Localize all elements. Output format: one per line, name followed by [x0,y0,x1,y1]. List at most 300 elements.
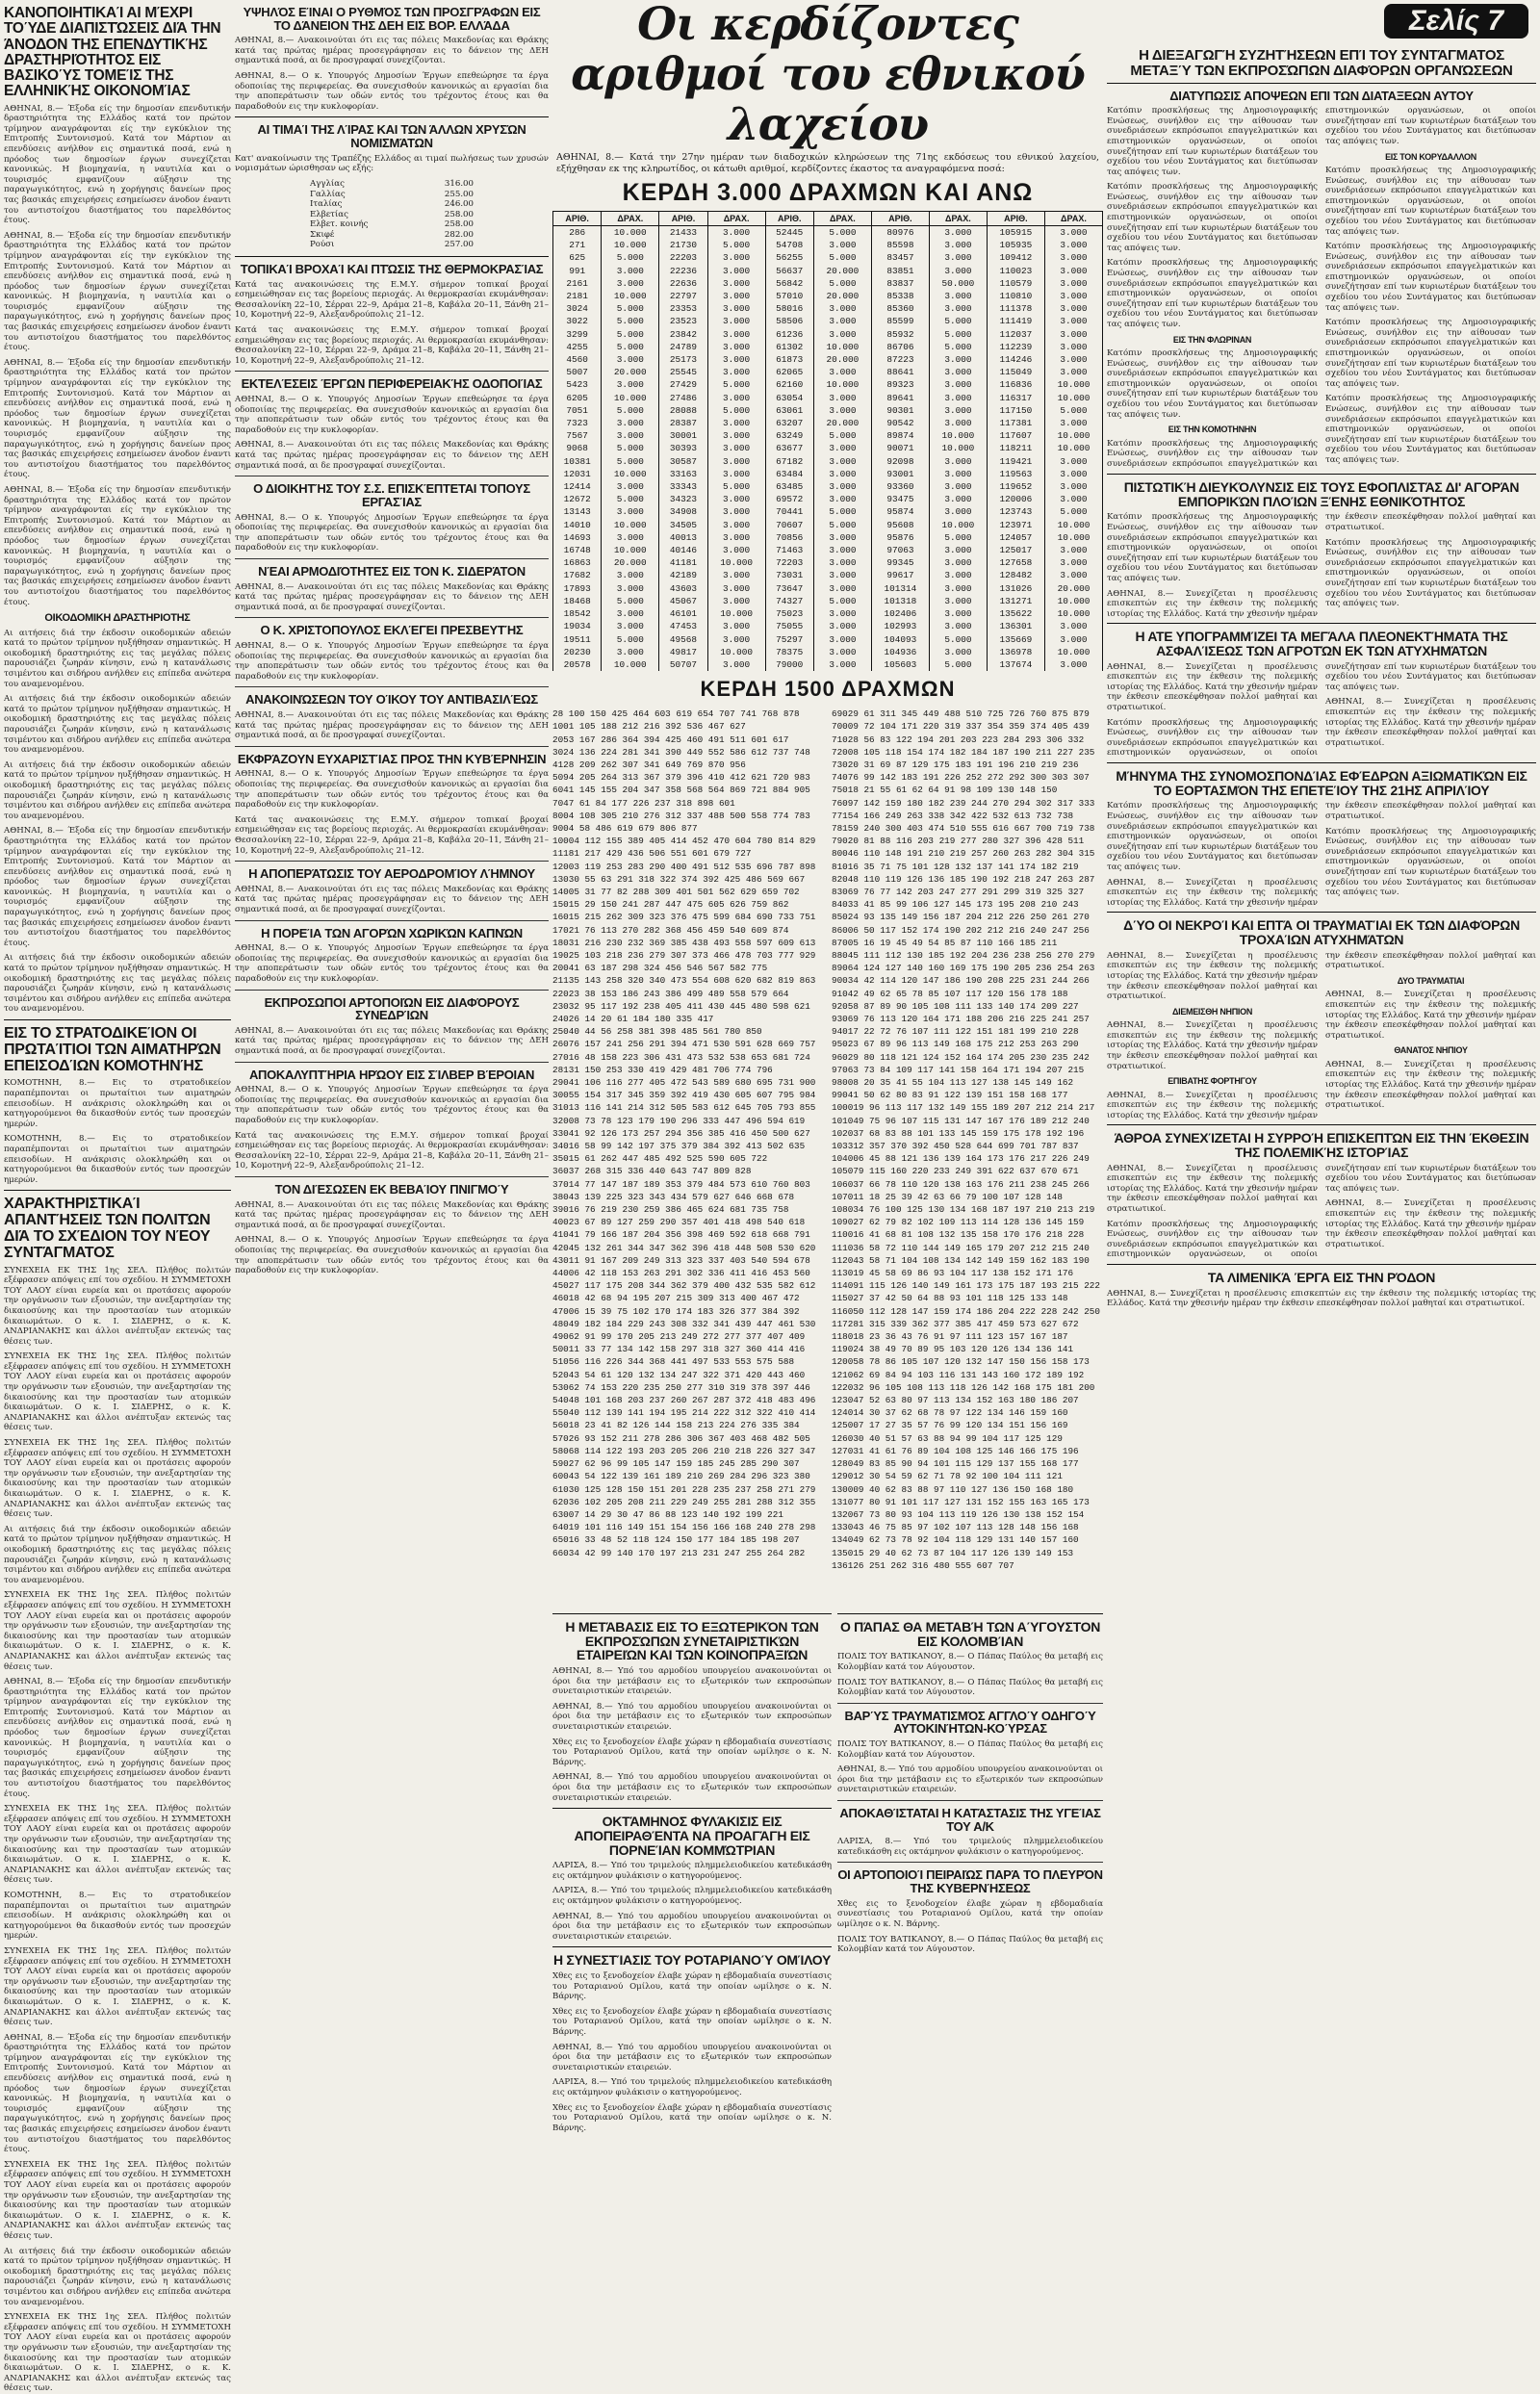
ticket-number: 90301 [871,404,929,417]
second-body-11: ΑΘΗΝΑΙ, 8.— Ο κ. Υπουργός Δημοσίων Έργων επεθεώρησε τα έργα οδοποιίας της περιφερείας. Θα συνεχισθούν κανονικώς αι εργασίαι δια την αποπεράτωσιν των οδών εντός του τρέχοντος έτους και θα παραδοθούν εις την κυκλοφορίαν. [235,943,549,984]
ticket-number: 45067 [659,595,707,607]
prize-amount: 3.000 [1044,480,1102,493]
right-subhead-5: ΔΙΕΜΕΙΣΘΗ ΝΗΠΙΟΝ [1171,1006,1253,1017]
ticket-number: 89641 [871,392,929,404]
second-headline-3: ΤΟΠΙΚΑΊ ΒΡΟΧΑΊ ΚΑΙ ΠΤΏΣΙΣ ΤΗΣ ΘΕΡΜΟΚΡΑΣΊΑΣ [240,262,544,277]
right-body-6c: ΑΘΗΝΑΙ, 8.— Συνεχίζεται η προσέλευσις επισκεπτών εις την έκθεσιν της πολεμικής ιστορίας της Ελλάδος. Κατά την χθεσινήν ημέραν την έκθεσιν επεσκέφθησαν πολλοί μαθηταί και στρατιωτικοί. [1325,1198,1537,1249]
prize-number-line: 30055 154 317 345 359 392 419 430 605 607 795 984 [552,1090,816,1101]
prize-number-line: 129012 30 54 59 62 71 78 92 100 104 111 121 [832,1471,1063,1482]
prize-number-line: 2053 167 286 364 394 425 460 491 511 601 617 [552,734,789,745]
left-body-3: ΚΟΜΟΤΗΝΗ, 8.— Εις το στρατοδικείον παραπέμπονται οι πρωταίτιοι των αιματηρών επεισοδίων. Η ανάκρισις ολοκληρώθη και οι κατηγορούμενοι θα δικασθούν εντός των προσεχών ημερών. [4,1078,231,1129]
ticket-number: 7567 [553,429,602,442]
winner-row [553,277,1103,290]
prize-number-line: 42045 132 261 344 347 362 396 418 448 508 530 620 [552,1242,816,1253]
prize-amount: 3.000 [813,239,871,251]
ticket-number: 54708 [765,239,813,251]
ticket-number: 56842 [765,277,813,290]
left-body-1: ΑΘΗΝΑΙ, 8.— Έξοδα είς την δημοσίαν επενδυτικήν δραστηριότητα της Ελλάδος κατά τον πρώτον τρίμηνον αναγράφονται είς την εγκύκλιον της Επιτροπής Συντονισμού. Κατά τον Μάρτιον αι επενδύσεις ανήλθον εις σημαντικά ποσά, ενώ η πρόοδος των δημοσίων έργων συνεχίζεται κανονικώς. Η βιομηχανία, η ναυτιλία και ο τουρισμός εμφανίζουν αύξησιν της παραγωγικότητος, ενώ η χορήγησις δανείων προς τας βασικάς επιχειρήσεις εσημείωσεν άνοδον έναντι του αντιστοίχου διαστήματος του παρελθόντος έτους. [4,103,231,226]
right-headline-1: Η ΔΙΕΞΑΓΩΓΉ ΣΥΖΗΤΉΣΕΩΝ ΕΠΊ ΤΟΥ ΣΥΝΤΆΓΜΑΤΟΣ ΜΕΤΑΞΎ ΤΩΝ ΕΚΠΡΟΣΏΠΩΝ ΔΙΑΦΌΡΩΝ ΟΡΓΑΝΏΣΕΩΝ [1130,47,1513,79]
prize-amount: 3.000 [707,366,765,378]
second-headline-6: ΝΈΑΙ ΑΡΜΟΔΙΌΤΗΤΕΣ ΕΙΣ ΤΟΝ Κ. ΣΙΔΕΡΆΤΟΝ [258,563,526,579]
prize-amount: 3.000 [929,646,987,658]
lottery-section [552,0,1103,1606]
winner-row [553,646,1103,658]
prize-number-line: 44006 42 118 153 263 291 302 336 411 416 453 560 [552,1268,810,1279]
ticket-number: 115049 [987,366,1044,378]
prize-amount: 3.000 [813,480,871,493]
bottom-center-right [837,1609,1103,2305]
prize-number-line: 71028 56 83 122 194 201 203 223 284 293 306 332 [832,734,1085,745]
divider [1107,912,1536,913]
second-headline-5: Ο ΔΙΟΙΚΗΤΉΣ ΤΟΥ Σ.Σ. ΕΠΙΣΚΈΠΤΕΤΑΙ ΤΌΠΟΥΣ ΕΡΓΑΣΊΑΣ [253,481,530,509]
prize-number-line: 43011 91 167 209 249 313 323 337 403 540 594 678 [552,1254,810,1266]
ticket-number: 50707 [659,658,707,671]
right-body-1b: Κατόπιν προσκλήσεως της Δημοσιογραφικής Ενώσεως, συνήλθον εις την αίθουσαν των συνεδριάσεων εκπρόσωποι επαγγελματικών και επιστημονικών οργανώσεων, οι οποίοι συνεζήτησαν επί των κυριωτέρων διατάξεων του σχεδίου του νέου Συντάγματος και διετύπωσαν τας απόψεις των. [1107,182,1318,253]
prize-number-line: 80046 110 148 191 210 219 257 260 263 282 304 315 [832,848,1095,860]
prize-amount: 3.000 [602,505,659,518]
ticket-number: 110023 [987,265,1044,277]
winner-row [553,480,1103,493]
bottom-body-1: ΑΘΗΝΑΙ, 8.— Υπό του αρμοδίου υπουργείου ανακοινούνται οι όροι δια την μετάβασιν εις το εξωτερικόν των εκπροσώπων συνεταιριστικών εταιρειών. [552,1666,832,1697]
prize-amount: 3.000 [929,468,987,480]
prize-amount: 10.000 [707,556,765,569]
ticket-number: 118211 [987,442,1044,454]
prize-number-line: 94017 22 72 76 107 111 122 151 181 199 210 228 [832,1026,1079,1038]
prize-number-line: 11181 217 429 436 506 551 601 679 727 [552,848,752,860]
right-subhead-3: ΕΙΣ ΤΗΝ ΚΟΜΟΤΗΝΗΝ [1168,425,1257,435]
small-prizes-left [552,708,826,1559]
bottom-body-1b: ΑΘΗΝΑΙ, 8.— Υπό του αρμοδίου υπουργείου ανακοινούνται οι όροι δια την μετάβασιν εις το εξωτερικόν των εκπροσώπων συνεταιριστικών εταιρειών. [552,1701,832,1733]
ticket-number: 56637 [765,265,813,277]
ticket-number: 112037 [987,328,1044,341]
prize-amount: 3.000 [929,505,987,518]
prize-amount: 5.000 [813,519,871,531]
winner-row [553,633,1103,646]
prize-number-line: 96029 80 118 121 124 152 164 174 205 230 235 242 [832,1051,1090,1063]
ticket-number: 625 [553,251,602,264]
right-article-4-columns [1107,801,1536,908]
ticket-number: 40146 [659,544,707,556]
prize-number-line: 16015 215 262 309 323 376 475 599 684 690 733 751 [552,912,816,923]
ticket-number: 42189 [659,569,707,581]
prize-amount: 3.000 [929,366,987,378]
divider [235,1176,549,1177]
second-headline-10: Η ΑΠΟΠΕΡΆΤΩΣΙΣ ΤΟΥ ΑΕΡΟΔΡΟΜΊΟΥ ΛΉΜΝΟΥ [248,866,535,882]
bottom-body-3c: ΑΘΗΝΑΙ, 8.— Υπό του αρμοδίου υπουργείου ανακοινούνται οι όροι δια την μετάβασιν εις το εξωτερικόν των εκπροσώπων συνεταιριστικών εταιρειών. [552,2042,832,2072]
ticket-number: 104093 [871,633,929,646]
right-body-6: ΑΘΗΝΑΙ, 8.— Συνεχίζεται η προσέλευσις επισκεπτών εις την έκθεσιν της πολεμικής ιστορίας της Ελλάδος. Κατά την χθεσινήν ημέραν την έκθεσιν επεσκέφθησαν πολλοί μαθηταί και στρατιωτικοί. [1107,1163,1319,1215]
prize-amount: 3.000 [929,251,987,264]
winner-row [553,353,1103,366]
prize-amount: 3.000 [813,468,871,480]
left-subhead-1: ΟΙΚΟΔΟΜΙΚΗ ΔΡΑΣΤΗΡΙΟΤΗΣ [44,612,191,625]
prize-number-line: 28 100 150 425 464 603 619 654 707 741 768 878 [552,708,800,720]
ticket-number: 22203 [659,251,707,264]
ticket-number: 135622 [987,607,1044,620]
prize-amount: 10.000 [602,468,659,480]
prize-number-line: 39016 76 219 230 259 386 465 624 681 735 758 [552,1204,789,1216]
small-prizes-right [832,708,1103,1572]
prize-number-line: 108034 76 100 125 130 134 168 187 197 210 213 219 [832,1204,1095,1216]
prize-number-line: 6041 145 155 204 347 358 568 564 869 721 884 905 [552,785,810,796]
right-body-7: ΑΘΗΝΑΙ, 8.— Συνεχίζεται η προσέλευσις επισκεπτών εις την έκθεσιν της πολεμικής ιστορίας της Ελλάδος. Κατά την χθεσινήν ημέραν την έκθεσιν επεσκέφθησαν πολλοί μαθηταί και στρατιωτικοί. [1107,1288,1536,1309]
ticket-number: 23353 [659,302,707,315]
ticket-number: 56255 [765,251,813,264]
bottom-headline-4: Ο ΠΆΠΑΣ ΘΑ ΜΕΤΑΒΉ ΤΩΝ ΑΎΓΟΥΣΤΟΝ ΕΙΣ ΚΟΛΟΜΒΊΑΝ [839,1619,1101,1649]
bottom-body-3b: Χθες εις το ξενοδοχείον έλαβε χώραν η εβδομαδιαία συνεστίασις του Ροταριανού Ομίλου, κατά την οποίαν ωμίλησε ο κ. Ν. Βάρνης. [552,2006,832,2038]
prize-number-line: 55040 112 139 141 194 195 214 222 312 322 410 414 [552,1407,816,1419]
prize-amount: 3.000 [929,302,987,315]
prize-number-line: 65016 33 48 52 118 124 150 177 184 185 198 207 [552,1534,800,1546]
page-masthead: Σελίς 7 [1384,4,1528,39]
right-body-5e: ΑΘΗΝΑΙ, 8.— Συνεχίζεται η προσέλευσις επισκεπτών εις την έκθεσιν της πολεμικής ιστορίας της Ελλάδος. Κατά την χθεσινήν ημέραν την έκθεσιν επεσκέφθησαν πολλοί μαθηταί και στρατιωτικοί. [1325,1059,1537,1111]
ticket-number: 99345 [871,556,929,569]
prize-amount: 5.000 [602,251,659,264]
prize-number-line: 128049 83 85 90 94 101 115 129 137 155 168 177 [832,1458,1079,1470]
prize-amount: 3.000 [602,429,659,442]
winner-row [553,519,1103,531]
prize-amount: 5.000 [929,341,987,353]
ticket-number: 19511 [553,633,602,646]
prize-number-line: 23032 95 117 192 238 405 411 430 445 480 598 621 [552,1000,810,1012]
right-headline-6: ΆΘΡΟΑ ΣΥΝΕΧΊΖΕΤΑΙ Η ΣΥΡΡΟΉ ΕΠΙΣΚΕΠΤΏΝ ΕΙΣ ΤΗΝ ΈΚΘΕΣΙΝ ΤΗΣ ΠΟΛΕΜΙΚΉΣ ΙΣΤΟΡΊΑΣ [1114,1130,1529,1160]
ticket-number: 3299 [553,328,602,341]
bottom-body-7b: ΠΟΛΙΣ ΤΟΥ ΒΑΤΙΚΑΝΟΥ, 8.— Ο Πάπας Παύλος θα μεταβή εις Κολομβίαν κατά τον Αύγουστον. [837,1934,1103,1955]
prize-number-line: 3024 136 224 281 341 390 449 552 586 612 737 748 [552,746,810,758]
ticket-number: 73031 [765,569,813,581]
coin-name: Ελβετ. κοινής [310,219,369,230]
left-body-2b: Αι αιτήσεις διά την έκδοσιν οικοδομικών αδειών κατά το πρώτον τρίμηνον ηυξήθησαν σημαντικώς. Η οικοδομική δραστηριότης εις τας μεγάλας πόλεις παρουσιάζει ζωηράν κίνησιν, ενώ η κατανάλωσις τσιμέντου και σιδήρου ανήλθεν εις επίπεδα ανώτερα του αναμενομένου. [4,694,231,756]
ticket-number: 85932 [871,328,929,341]
second-headline-14: ΤΟΝ ΔΙΈΣΩΣΕΝ ΕΚ ΒΕΒΑΊΟΥ ΠΝΙΓΜΟΎ [274,1182,509,1197]
ticket-number: 61236 [765,328,813,341]
bottom-headline-1: Η ΜΕΤΆΒΑΣΙΣ ΕΙΣ ΤΟ ΕΞΩΤΕΡΙΚΌΝ ΤΩΝ ΕΚΠΡΟΣΏΠΩΝ ΣΥΝΕΤΑΙΡΙΣΤΙΚΏΝ ΕΤΑΙΡΕΙΏΝ ΚΑΙ ΤΩΝ ΚΟΙΝΟΠΡΑΞΙΏΝ [565,1619,819,1663]
ticket-number: 116836 [987,378,1044,391]
prize-amount: 10.000 [1044,531,1102,544]
prize-number-line: 101049 75 96 107 115 131 147 167 176 189 212 240 [832,1115,1090,1126]
prize-amount: 3.000 [813,544,871,556]
prize-number-line: 58068 114 122 193 203 205 206 210 218 226 327 347 [552,1445,816,1456]
second-body-14: ΑΘΗΝΑΙ, 8.— Ανακοινούται ότι εις τας πόλεις Μακεδονίας και Θράκης κατά τας πρώτας ημέρας προσεγράφησαν εις το δάνειον της ΔΕΗ σημαντικά ποσά, αι δε προσγραφαί συνεχίζονται. [235,1199,549,1230]
ticket-number: 99617 [871,569,929,581]
ticket-number: 90071 [871,442,929,454]
ticket-number: 73647 [765,582,813,595]
prize-amount: 5.000 [1044,404,1102,417]
ticket-number: 125017 [987,544,1044,556]
ticket-number: 135669 [987,633,1044,646]
prize-amount: 3.000 [929,417,987,429]
right-body-1d: Κατόπιν προσκλήσεως της Δημοσιογραφικής Ενώσεως, συνήλθον εις την αίθουσαν των συνεδριάσεων εκπρόσωποι επαγγελματικών και επιστημονικών οργανώσεων, οι οποίοι συνεζήτησαν επί των κυριωτέρων διατάξεων του σχεδίου του νέου Συντάγματος και διετύπωσαν τας απόψεις των. [1107,348,1318,420]
prize-amount: 3.000 [707,302,765,315]
ticket-number: 136978 [987,646,1044,658]
ticket-number: 63207 [765,417,813,429]
ticket-number: 286 [553,226,602,240]
ticket-number: 47453 [659,620,707,632]
prize-number-line: 74076 99 142 183 191 226 252 272 292 300 303 307 [832,772,1090,784]
ticket-number: 83457 [871,251,929,264]
prize-amount: 3.000 [707,290,765,302]
ticket-number: 14693 [553,531,602,544]
ticket-number: 67182 [765,455,813,468]
prize-number-line: 95023 67 89 96 113 149 168 175 212 253 263 290 [832,1039,1079,1050]
prize-amount: 3.000 [929,353,987,366]
coin-row [310,210,474,220]
prize-amount: 10.000 [1044,519,1102,531]
ticket-number: 85360 [871,302,929,315]
prize-amount: 3.000 [1044,226,1102,240]
divider [235,861,549,862]
right-body-1g: Κατόπιν προσκλήσεως της Δημοσιογραφικής Ενώσεως, συνήλθον εις την αίθουσαν των συνεδριάσεων εκπρόσωποι επαγγελματικών και επιστημονικών οργανώσεων, οι οποίοι συνεζήτησαν επί των κυριωτέρων διατάξεων του σχεδίου του νέου Συντάγματος και διετύπωσαν τας απόψεις των. [1325,242,1536,313]
second-headline-11: Η ΠΟΡΕΊΑ ΤΩΝ ΑΓΟΡΏΝ ΧΩΡΙΚΏΝ ΚΑΠΝΏΝ [261,925,523,940]
ticket-number: 95874 [871,505,929,518]
second-headline-13: ΑΠΟΚΑΛΥΠΤΉΡΙΑ ΗΡΏΟΥ ΕΙΣ ΣΊΛΒΕΡ ΒΈΡΟΙΑΝ [248,1067,535,1082]
ticket-number: 24789 [659,341,707,353]
prize-amount: 3.000 [813,658,871,671]
prize-amount: 10.000 [602,392,659,404]
prize-amount: 3.000 [602,569,659,581]
prize-number-line: 15015 29 150 241 287 447 475 605 626 759 862 [552,899,789,911]
prize-amount: 5.000 [929,328,987,341]
ticket-number: 117150 [987,404,1044,417]
ticket-number: 131026 [987,582,1044,595]
prize-number-line: 64019 101 116 149 151 154 156 166 168 240 278 298 [552,1522,816,1533]
prize-number-line: 37014 77 147 187 189 353 379 484 573 610 760 803 [552,1178,810,1190]
lottery-section-1-title: ΚΕΡΔΗ 3.000 ΔΡΑΧΜΩΝ ΚΑΙ ΑΝΩ [622,179,1034,206]
ticket-number: 40013 [659,531,707,544]
prize-number-line: 51056 116 226 344 368 441 497 533 553 575 588 [552,1356,795,1368]
left-body-4l: Αι αιτήσεις διά την έκδοσιν οικοδομικών αδειών κατά το πρώτον τρίμηνον ηυξήθησαν σημαντικώς. Η οικοδομική δραστηριότης εις τας μεγάλας πόλεις παρουσιάζει ζωηράν κίνησιν, ενώ η κατανάλωσις τσιμέντου και σιδήρου ανήλθεν εις επίπεδα ανώτερα του αναμενομένου. [4,2246,231,2307]
prize-amount: 10.000 [602,658,659,671]
prize-number-line: 104006 45 88 121 136 139 164 173 176 217 226 249 [832,1153,1090,1165]
ticket-number: 85338 [871,290,929,302]
left-body-2: Αι αιτήσεις διά την έκδοσιν οικοδομικών αδειών κατά το πρώτον τρίμηνον ηυξήθησαν σημαντικώς. Η οικοδομική δραστηριότης εις τας μεγάλας πόλεις παρουσιάζει ζωηράν κίνησιν, ενώ η κατανάλωσις τσιμέντου και σιδήρου ανήλθεν εις επίπεδα ανώτερα του αναμενομένου. [4,628,231,689]
prize-amount: 3.000 [813,569,871,581]
left-body-1b: ΑΘΗΝΑΙ, 8.— Έξοδα είς την δημοσίαν επενδυτικήν δραστηριότητα της Ελλάδος κατά τον πρώτον τρίμηνον αναγράφονται είς την εγκύκλιον της Επιτροπής Συντονισμού. Κατά τον Μάρτιον αι επενδύσεις ανήλθον εις σημαντικά ποσά, ενώ η πρόοδος των δημοσίων έργων συνεχίζεται κανονικώς. Η βιομηχανία, η ναυτιλία και ο τουρισμός εμφανίζουν αύξησιν της παραγωγικότητος, ενώ η χορήγησις δανείων προς τας βασικάς επιχειρήσεις εσημείωσεν άνοδον έναντι του αντιστοίχου διαστήματος του παρελθόντος έτους. [4,230,231,353]
col-header-amt: ΔΡΑΧ. [813,212,871,226]
left-body-4: ΣΥΝΕΧΕΙΑ ΕΚ ΤΗΣ 1ης ΣΕΛ. Πλήθος πολιτών εξέφρασεν απόψεις επί του σχεδίου. Η ΣΥΜΜΕΤΟΧΗ ΤΟΥ ΛΑΟΥ είναι ευρεία και οι προτάσεις αφορούν την οργάνωσιν των εξουσιών, την ανεξαρτησίαν της δικαιοσύνης και την προστασίαν των ατομικών δικαιωμάτων. Ο κ. Ι. ΣΙΔΕΡΗΣ, ο κ. Κ. ΑΝΔΡΙΑΝΑΚΗΣ και άλλοι ανέπτυξαν εκτενώς τας θέσεις των. [4,1265,231,1347]
coin-row [310,230,474,241]
prize-number-line: 72008 105 118 154 174 182 184 187 190 211 227 235 [832,746,1095,758]
prize-amount: 5.000 [602,493,659,505]
prize-amount: 3.000 [813,620,871,632]
prize-amount: 3.000 [707,353,765,366]
ticket-number: 271 [553,239,602,251]
winner-row [553,455,1103,468]
ticket-number: 10381 [553,455,602,468]
ticket-number: 74327 [765,595,813,607]
col-header-amt: ΔΡΑΧ. [602,212,659,226]
ticket-number: 2181 [553,290,602,302]
ticket-number: 104936 [871,646,929,658]
coin-row [310,219,474,230]
second-body-9: ΑΘΗΝΑΙ, 8.— Ο κ. Υπουργός Δημοσίων Έργων επεθεώρησε τα έργα οδοποιίας της περιφερείας. Θα συνεχισθούν κανονικώς αι εργασίαι δια την αποπεράτωσιν των οδών εντός του τρέχοντος έτους και θα παραδοθούν εις την κυκλοφορίαν. [235,769,549,811]
coin-price: 257.00 [444,240,474,250]
ticket-number: 33343 [659,480,707,493]
prize-amount: 5.000 [602,455,659,468]
prize-amount: 3.000 [1044,658,1102,671]
prize-number-line: 9004 58 486 619 679 806 877 [552,822,698,834]
left-body-4h: ΚΟΜΟΤΗΝΗ, 8.— Εις το στρατοδικείον παραπέμπονται οι πρωταίτιοι των αιματηρών επεισοδίων. Η ανάκρισις ολοκληρώθη και οι κατηγορούμενοι θα δικασθούν εντός των προσεχών ημερών. [4,1890,231,1942]
prize-amount: 3.000 [707,544,765,556]
winner-row [553,341,1103,353]
prize-amount: 10.000 [1044,429,1102,442]
prize-amount: 5.000 [929,315,987,327]
divider [235,1062,549,1063]
bottom-body-4b: ΠΟΛΙΣ ΤΟΥ ΒΑΤΙΚΑΝΟΥ, 8.— Ο Πάπας Παύλος θα μεταβή εις Κολομβίαν κατά τον Αύγουστον. [837,1677,1103,1698]
prize-amount: 3.000 [1044,468,1102,480]
ticket-number: 83851 [871,265,929,277]
prize-number-line: 136126 251 262 316 480 555 607 707 [832,1559,1014,1571]
prize-amount: 3.000 [707,569,765,581]
prize-amount: 3.000 [602,620,659,632]
prize-amount: 3.000 [929,455,987,468]
ticket-number: 43603 [659,582,707,595]
winner-row [553,442,1103,454]
right-body-1e: Κατόπιν προσκλήσεως της Δημοσιογραφικής Ενώσεως, συνήλθον εις την αίθουσαν των συνεδριάσεων εκπρόσωποι επαγγελματικών και επιστημονικών οργανώσεων, οι οποίοι συνεζήτησαν επί των κυριωτέρων διατάξεων του σχεδίου του νέου Συντάγματος και διετύπωσαν τας απόψεις των. [1107,106,1536,469]
prize-number-line: 110016 41 68 81 108 132 135 158 170 176 218 228 [832,1229,1085,1241]
left-column [4,0,231,2394]
prize-number-line: 130009 40 62 83 88 97 110 127 136 150 168 180 [832,1483,1074,1495]
prize-number-line: 92058 87 89 90 105 108 111 133 140 174 209 227 [832,1000,1079,1012]
prize-amount: 3.000 [707,658,765,671]
ticket-number: 110810 [987,290,1044,302]
lottery-section-2-title: ΚΕΡΔΗ 1500 ΔΡΑΧΜΩΝ [700,677,956,702]
right-body-2b: ΑΘΗΝΑΙ, 8.— Συνεχίζεται η προσέλευσις επισκεπτών εις την έκθεσιν της πολεμικής ιστορίας της Ελλάδος. Κατά την χθεσινήν ημέραν την έκθεσιν επεσκέφθησαν πολλοί μαθηταί και στρατιωτικοί. [1107,512,1536,619]
prize-amount: 3.000 [929,378,987,391]
ticket-number: 86706 [871,341,929,353]
prize-amount: 3.000 [929,582,987,595]
prize-amount: 3.000 [1044,620,1102,632]
prize-number-line: 115027 37 42 50 64 88 93 101 118 125 133 148 [832,1293,1068,1304]
left-headline-1: ΚΑΝΟΠΟΙΗΤΙΚΑΊ ΑΙ ΜΈΧΡΙ ΤΟΎΔΕ ΔΙΑΠΙΣΤΏΣΕΙΣ ΔΙΆ ΤΗΝ ΆΝΟΔΟΝ ΤΗΣ ΕΠΕΝΔΥΤΙΚΉΣ ΔΡΑΣΤΗΡΙΌΤΗΤΟΣ ΕΙΣ ΒΑΣΙΚΟΎΣ ΤΟΜΕΊΣ ΤΗΣ ΕΛΛΗΝΙΚΉΣ ΟΙΚΟΝΟΜΊΑΣ [4,5,221,100]
prize-amount: 10.000 [602,290,659,302]
ticket-number: 79000 [765,658,813,671]
prize-amount: 5.000 [929,531,987,544]
left-body-4f: ΑΘΗΝΑΙ, 8.— Έξοδα είς την δημοσίαν επενδυτικήν δραστηριότητα της Ελλάδος κατά τον πρώτον τρίμηνον αναγράφονται είς την εγκύκλιον της Επιτροπής Συντονισμού. Κατά τον Μάρτιον αι επενδύσεις ανήλθον εις σημαντικά ποσά, ενώ η πρόοδος των δημοσίων έργων συνεχίζεται κανονικώς. Η βιομηχανία, η ναυτιλία και ο τουρισμός εμφανίζουν αύξησιν της παραγωγικότητος, ενώ η χορήγησις δανείων προς τας βασικάς επιχειρήσεις εσημείωσεν άνοδον έναντι του αντιστοίχου διαστήματος του παρελθόντος έτους. [4,1677,231,1799]
winner-row [553,265,1103,277]
prize-number-line: 83069 76 77 142 203 247 277 291 299 319 325 327 [832,886,1085,897]
ticket-number: 83837 [871,277,929,290]
prize-amount: 3.000 [813,302,871,315]
prize-amount: 3.000 [707,392,765,404]
prize-amount: 3.000 [602,646,659,658]
ticket-number: 63249 [765,429,813,442]
ticket-number: 116317 [987,392,1044,404]
second-body-9b: Κατά τας ανακοινώσεις της Ε.Μ.Υ. σήμερον τοπικαί βροχαί εσημειώθησαν εις τας βορείους περιοχάς. Αι θερμοκρασίαι εκυμάνθησαν: Θεσσαλονίκη 22–10, Σέρραι 22–9, Δράμα 21–8, Καβάλα 20–11, Ξάνθη 21–10, Κομοτηνή 22–9, Αλεξανδρούπολις 21–12. [235,814,549,856]
second-body-2: Κατά τας ανακοινώσεις της Ε.Μ.Υ. σήμερον τοπικαί βροχαί εσημειώθησαν εις τας βορείους περιοχάς. Αι θερμοκρασίαι εκυμάνθησαν: Θεσσαλονίκη 22–10, Σέρραι 22–9, Δράμα 21–8, Καβάλα 20–11, Ξάνθη 21–10, Κομοτηνή 22–9, Αλεξανδρούπολις 21–12. [235,279,549,321]
right-body-1c: Κατόπιν προσκλήσεως της Δημοσιογραφικής Ενώσεως, συνήλθον εις την αίθουσαν των συνεδριάσεων εκπρόσωποι επαγγελματικών και επιστημονικών οργανώσεων, οι οποίοι συνεζήτησαν επί των κυριωτέρων διατάξεων του σχεδίου του νέου Συντάγματος και διετύπωσαν τας απόψεις των. [1107,258,1318,330]
prize-number-line: 33041 92 126 173 257 294 356 385 416 450 500 627 [552,1127,810,1139]
ticket-number: 70441 [765,505,813,518]
prize-amount: 3.000 [813,328,871,341]
divider [1107,474,1536,475]
prize-amount: 10.000 [929,442,987,454]
ticket-number: 18542 [553,607,602,620]
prize-number-line: 29041 106 116 277 405 472 543 589 680 695 731 900 [552,1077,816,1088]
ticket-number: 4255 [553,341,602,353]
prize-number-line: 5094 205 264 313 367 379 396 410 412 621 720 983 [552,772,810,784]
winner-row [553,531,1103,544]
ticket-number: 95876 [871,531,929,544]
prize-amount: 20.000 [813,417,871,429]
ticket-number: 89874 [871,429,929,442]
prize-amount: 10.000 [813,378,871,391]
left-body-1c: ΑΘΗΝΑΙ, 8.— Έξοδα είς την δημοσίαν επενδυτικήν δραστηριότητα της Ελλάδος κατά τον πρώτον τρίμηνον αναγράφονται είς την εγκύκλιον της Επιτροπής Συντονισμού. Κατά τον Μάρτιον αι επενδύσεις ανήλθον εις σημαντικά ποσά, ενώ η πρόοδος των δημοσίων έργων συνεχίζεται κανονικώς. Η βιομηχανία, η ναυτιλία και ο τουρισμός εμφανίζουν αύξησιν της παραγωγικότητος, ενώ η χορήγησις δανείων προς τας βασικάς επιχειρήσεις εσημείωσεν άνοδον έναντι του αντιστοίχου διαστήματος του παρελθόντος έτους. [4,357,231,480]
right-body-5c: ΑΘΗΝΑΙ, 8.— Συνεχίζεται η προσέλευσις επισκεπτών εις την έκθεσιν της πολεμικής ιστορίας της Ελλάδος. Κατά την χθεσινήν ημέραν την έκθεσιν επεσκέφθησαν πολλοί μαθηταί και στρατιωτικοί. [1107,950,1536,1120]
winner-row [553,239,1103,251]
left-body-4j: ΑΘΗΝΑΙ, 8.— Έξοδα είς την δημοσίαν επενδυτικήν δραστηριότητα της Ελλάδος κατά τον πρώτον τρίμηνον αναγράφονται είς την εγκύκλιον της Επιτροπής Συντονισμού. Κατά τον Μάρτιον αι επενδύσεις ανήλθον εις σημαντικά ποσά, ενώ η πρόοδος των δημοσίων έργων συνεχίζεται κανονικώς. Η βιομηχανία, η ναυτιλία και ο τουρισμός εμφανίζουν αύξησιν της παραγωγικότητος, ενώ η χορήγησις δανείων προς τας βασικάς επιχειρήσεις εσημείωσεν άνοδον έναντι του αντιστοίχου διαστήματος του παρελθόντος έτους. [4,2032,231,2155]
winner-row [553,417,1103,429]
divider [4,1190,231,1191]
second-body-12: ΑΘΗΝΑΙ, 8.— Ανακοινούται ότι εις τας πόλεις Μακεδονίας και Θράκης κατά τας πρώτας ημέρας προσεγράφησαν εις το δάνειον της ΔΕΗ σημαντικά ποσά, αι δε προσγραφαί συνεχίζονται. [235,1025,549,1057]
left-body-4i: ΣΥΝΕΧΕΙΑ ΕΚ ΤΗΣ 1ης ΣΕΛ. Πλήθος πολιτών εξέφρασεν απόψεις επί του σχεδίου. Η ΣΥΜΜΕΤΟΧΗ ΤΟΥ ΛΑΟΥ είναι ευρεία και οι προτάσεις αφορούν την οργάνωσιν των εξουσιών, την ανεξαρτησίαν της δικαιοσύνης και την προστασίαν των ατομικών δικαιωμάτων. Ο κ. Ι. ΣΙΔΕΡΗΣ, ο κ. Κ. ΑΝΔΡΙΑΝΑΚΗΣ και άλλοι ανέπτυξαν εκτενώς τας θέσεις των. [4,1945,231,2028]
prize-amount: 3.000 [929,595,987,607]
ticket-number: 28387 [659,417,707,429]
prize-amount: 10.000 [1044,392,1102,404]
prize-amount: 3.000 [707,505,765,518]
bottom-body-2: ΛΑΡΙΣΑ, 8.— Υπό του τριμελούς πλημμελειοδικείου κατεδικάσθη εις οκτάμηνον φυλάκισιν ο κατηγορούμενος. [552,1861,832,1881]
prize-amount: 3.000 [1044,544,1102,556]
prize-amount: 5.000 [929,658,987,671]
ticket-number: 117381 [987,417,1044,429]
prize-number-line: 26076 157 241 256 291 394 471 530 591 628 669 757 [552,1039,816,1050]
ticket-number: 131271 [987,595,1044,607]
prize-number-line: 63007 14 29 30 47 86 88 123 140 192 199 221 [552,1508,783,1520]
prize-amount: 3.000 [929,392,987,404]
prize-amount: 3.000 [1044,366,1102,378]
ticket-number: 19034 [553,620,602,632]
prize-number-line: 78159 240 300 403 474 510 555 616 667 700 719 738 [832,822,1095,834]
prize-amount: 10.000 [602,226,659,240]
ticket-number: 3024 [553,302,602,315]
prize-amount: 3.000 [1044,569,1102,581]
bottom-body-5b: ΑΘΗΝΑΙ, 8.— Υπό του αρμοδίου υπουργείου ανακοινούνται οι όροι δια την μετάβασιν εις το εξωτερικόν των εκπροσώπων συνεταιριστικών εταιρειών. [837,1764,1103,1795]
ticket-number: 14010 [553,519,602,531]
ticket-number: 105603 [871,658,929,671]
right-body-1i: Κατόπιν προσκλήσεως της Δημοσιογραφικής Ενώσεως, συνήλθον εις την αίθουσαν των συνεδριάσεων εκπρόσωποι επαγγελματικών και επιστημονικών οργανώσεων, οι οποίοι συνεζήτησαν επί των κυριωτέρων διατάξεων του σχεδίου του νέου Συντάγματος και διετύπωσαν τας απόψεις των. [1325,394,1536,465]
prize-number-line: 49062 91 99 170 205 213 249 272 277 377 407 409 [552,1331,806,1343]
right-body-1: Κατόπιν προσκλήσεως της Δημοσιογραφικής Ενώσεως, συνήλθον εις την αίθουσαν των συνεδριάσεων εκπρόσωποι επαγγελματικών και επιστημονικών οργανώσεων, οι οποίοι συνεζήτησαν επί των κυριωτέρων διατάξεων του σχεδίου του νέου Συντάγματος και διετύπωσαν τας απόψεις των. [1107,106,1318,177]
prize-amount: 3.000 [602,353,659,366]
prize-number-line: 10004 112 155 389 405 414 452 470 604 780 814 829 [552,836,816,847]
right-headline-5: ΔΎΟ ΟΙ ΝΕΚΡΟΊ ΚΑΙ ΕΠΤΆ ΟΙ ΤΡΑΥΜΑΤΊΑΙ ΕΚ ΤΩΝ ΔΙΑΦΌΡΩΝ ΤΡΟΧΑΊΩΝ ΑΤΥΧΗΜΆΤΩΝ [1123,917,1520,948]
prize-number-line: 66034 42 99 140 170 197 213 231 247 255 264 282 [552,1547,806,1558]
right-article-5-columns [1107,951,1536,1121]
ticket-number: 20230 [553,646,602,658]
ticket-number: 22636 [659,277,707,290]
col-header-amt: ΔΡΑΧ. [707,212,765,226]
winner-row [553,556,1103,569]
right-headline-3: Η ΑΤΕ ΥΠΟΓΡΑΜΜΊΖΕΙ ΤΑ ΜΕΓΆΛΑ ΠΛΕΟΝΕΚΤΉΜΑΤΑ ΤΗΣ ΑΣΦΑΛΊΣΕΩΣ ΤΩΝ ΑΓΡΟΤΏΝ ΕΚ ΤΩΝ ΑΤΥΧΗΜΆΤΩΝ [1135,629,1508,658]
prize-amount: 3.000 [813,455,871,468]
prize-number-line: 117281 315 339 362 377 385 417 459 573 627 672 [832,1318,1079,1329]
ticket-number: 33163 [659,468,707,480]
prize-number-line: 13030 55 63 291 318 322 374 392 425 486 569 667 [552,873,806,885]
prize-number-line: 131077 80 91 101 117 127 131 152 155 163 165 173 [832,1496,1090,1507]
prize-number-line: 133043 46 75 85 97 102 107 113 128 148 156 168 [832,1522,1079,1533]
ticket-number: 123971 [987,519,1044,531]
prize-number-line: 127031 41 61 76 89 104 108 125 146 166 175 196 [832,1445,1079,1456]
prize-amount: 3.000 [929,480,987,493]
prize-amount: 3.000 [1044,290,1102,302]
bottom-body-2b: ΛΑΡΙΣΑ, 8.— Υπό του τριμελούς πλημμελειοδικείου κατεδικάσθη εις οκτάμηνον φυλάκισιν ο κατηγορούμενος. [552,1886,832,1907]
prize-amount: 3.000 [1044,417,1102,429]
winner-row [553,429,1103,442]
ticket-number: 111378 [987,302,1044,315]
ticket-number: 25545 [659,366,707,378]
coin-row [310,190,474,200]
bottom-body-2c: ΑΘΗΝΑΙ, 8.— Υπό του αρμοδίου υπουργείου ανακοινούνται οι όροι δια την μετάβασιν εις το εξωτερικόν των εκπροσώπων συνεταιριστικών εταιρειών. [552,1911,832,1942]
